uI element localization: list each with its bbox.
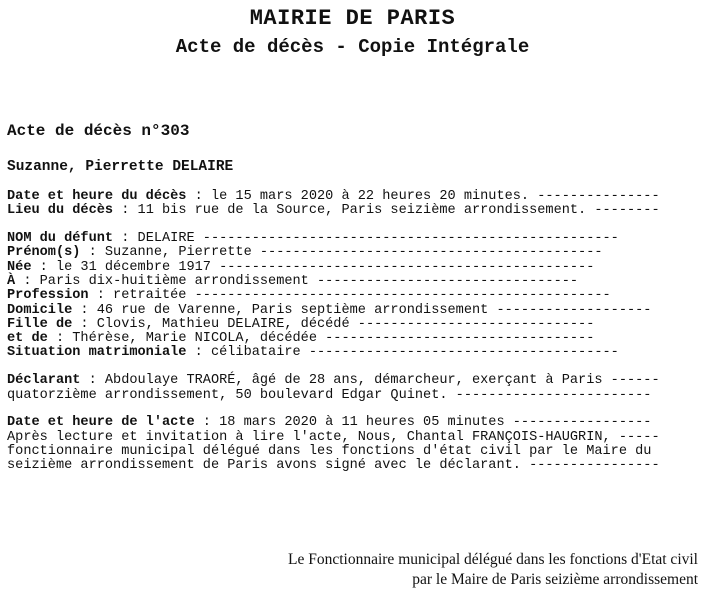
field-value: : Thérèse, Marie NICOLA, décédée --------------------------------- (47, 331, 595, 347)
acte-number: Acte de décès n°303 (7, 122, 190, 140)
section-gap (7, 219, 660, 233)
field-line (7, 445, 660, 459)
field-value: fonctionnaire municipal délégué dans les fonctions d'état civil par le Maire du (7, 443, 652, 459)
field-value: Après lecture et invitation à lire l'acte, Nous, Chantal FRANÇOIS-HAUGRIN, ----- (7, 429, 660, 445)
field-line (7, 190, 660, 204)
field-line (7, 332, 660, 346)
field-value: : le 15 mars 2020 à 22 heures 20 minutes. --------------- (186, 189, 660, 204)
field-value: quatorzième arrondissement, 50 boulevard Edgar Quinet. ------------------------ (7, 387, 652, 403)
field-line (7, 275, 660, 289)
field-label: Domicile (7, 302, 73, 318)
field-label: Fille de (7, 316, 73, 332)
field-value: : Suzanne, Pierrette ------------------------------------------ (80, 245, 603, 261)
field-value: seizième arrondissement de Paris avons signé avec le déclarant. ---------------- (7, 458, 660, 474)
field-value: : le 31 décembre 1917 ---------------------------------------------- (31, 259, 595, 275)
field-line (7, 232, 660, 246)
field-value: : retraitée --------------------------------------------------- (88, 288, 611, 304)
field-label: NOM du défunt (7, 231, 114, 247)
field-value: : célibataire -------------------------------------- (186, 345, 619, 361)
field-value: : Abdoulaye TRAORÉ, âgé de 28 ans, démarcheur, exerçant à Paris ------ (80, 373, 660, 389)
field-label: Profession (7, 288, 89, 304)
field-label: Déclarant (7, 373, 81, 389)
document-subtitle: Acte de décès - Copie Intégrale (175, 36, 530, 58)
field-value: : Clovis, Mathieu DELAIRE, décédé ----------------------------- (72, 316, 595, 332)
signature-line-1: Le Fonctionnaire municipal délégué dans les fonctions d'Etat civil (288, 551, 698, 568)
field-label: et de (7, 331, 48, 347)
field-label: À (7, 273, 16, 289)
field-value: : 18 mars 2020 à 11 heures 05 minutes ----------------- (194, 415, 652, 431)
field-line (7, 304, 660, 318)
field-line (7, 289, 660, 303)
field-label: Date et heure du décès (7, 189, 187, 204)
field-value: : DELAIRE --------------------------------------------------- (113, 231, 619, 247)
signature-line-2: par le Maire de Paris seizième arrondissement (412, 571, 698, 588)
field-label: Date et heure de l'acte (7, 415, 195, 431)
field-line (7, 459, 660, 473)
field-line (7, 246, 660, 260)
field-value: : Paris dix-huitième arrondissement -------------------------------- (15, 273, 579, 289)
field-value: : 46 rue de Varenne, Paris septième arrondissement ------------------- (72, 302, 652, 318)
field-line (7, 204, 660, 218)
field-line (7, 389, 660, 403)
field-line (7, 431, 660, 445)
field-line (7, 261, 660, 275)
section-gap (7, 403, 660, 417)
acte-body (7, 190, 660, 474)
field-label: Prénom(s) (7, 245, 81, 261)
document-title: MAIRIE DE PARIS (249, 6, 456, 31)
field-line (7, 318, 660, 332)
field-line (7, 346, 660, 360)
field-label: Situation matrimoniale (7, 345, 187, 361)
field-label: Née (7, 259, 32, 275)
field-label: Lieu du décès (7, 203, 114, 219)
person-name: Suzanne, Pierrette DELAIRE (7, 159, 234, 175)
field-value: : 11 bis rue de la Source, Paris seizième arrondissement. -------- (113, 203, 660, 219)
field-line (7, 374, 660, 388)
field-line (7, 416, 660, 430)
